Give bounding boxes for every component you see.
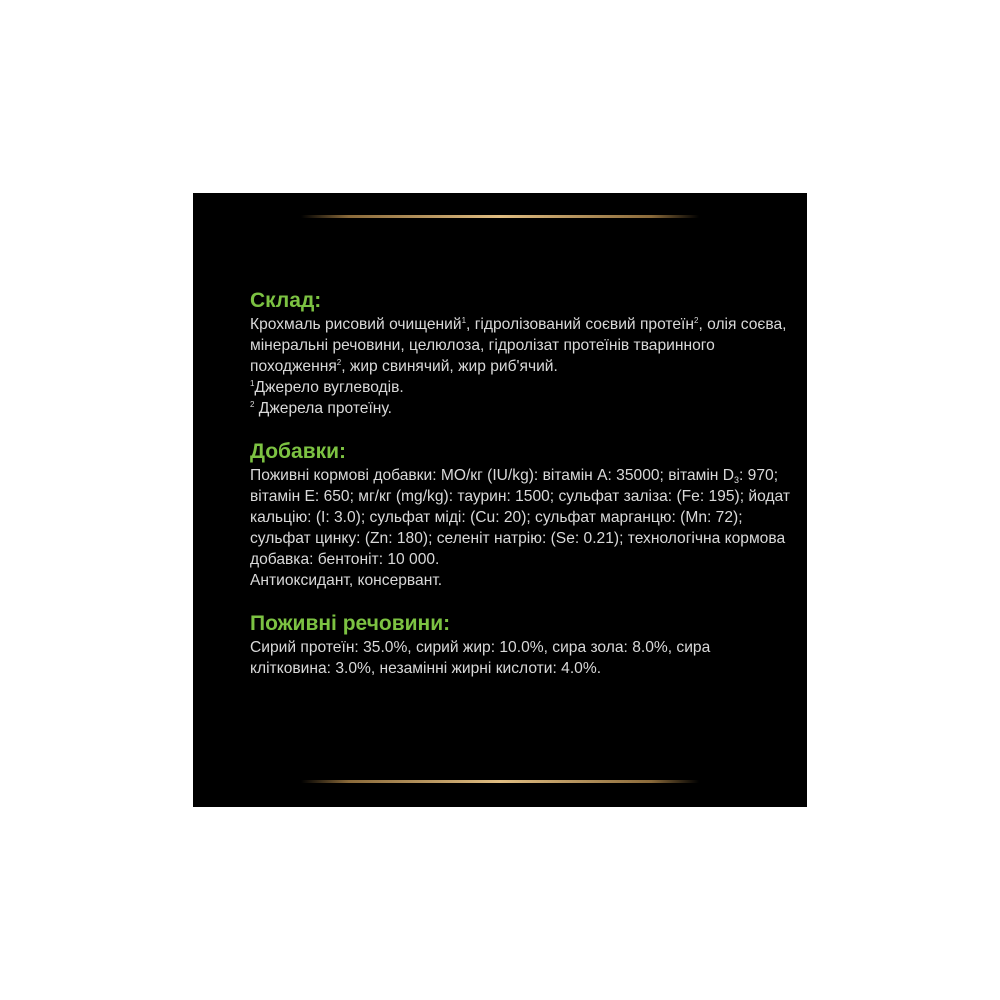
nutrients-heading: Поживні речовини:: [250, 612, 451, 635]
composition-text: Крохмаль рисовий очищений$^1$, гідролізований соєвий протеїн$^2$, олія соєва, мінеральні речовини, целюлоза, гідролізат протеїнів тваринного походження$^2$, жир свинячий, жир риб'ячий.: [250, 316, 787, 375]
product-info-panel: [193, 193, 807, 807]
bottom-gold-divider: [301, 780, 699, 783]
antioxidant-text: Антиоксидант, консервант.: [250, 572, 443, 589]
composition-section: [250, 288, 790, 419]
nutrients-text: Сирий протеїн: 35.0%, сирий жир: 10.0%, сира зола: 8.0%, сира клітковина: 3.0%, незамінні жирні кислоти: 4.0%.: [250, 639, 711, 677]
composition-heading: Склад:: [250, 289, 322, 312]
additives-text: Поживні кормові добавки: МО/кг (IU/kg): вітамін А: 35000; вітамін $D_3$: 970; вітамін Е: 650; мг/кг (mg/kg): таурин: 1500; сульфат заліза: (Fe: 195); йодат кальцію: (I: 3.0); сульфат міді: (Cu: 20); сульфат марганцю: (Mn: 72); сульфат цинку: (Zn: 180); селеніт натрію: (Se: 0.21); технологічна кормова добавка: бентоніт: 10 000.: [250, 467, 790, 568]
footnote-2: $^2$ Джерела протеїну.: [250, 400, 392, 417]
label-content: [250, 288, 790, 699]
top-gold-divider: [301, 215, 699, 218]
nutrients-section: [250, 611, 790, 679]
additives-heading: Добавки:: [250, 440, 347, 463]
footnote-1: $^1$Джерело вуглеводів.: [250, 379, 404, 396]
additives-section: [250, 439, 790, 591]
